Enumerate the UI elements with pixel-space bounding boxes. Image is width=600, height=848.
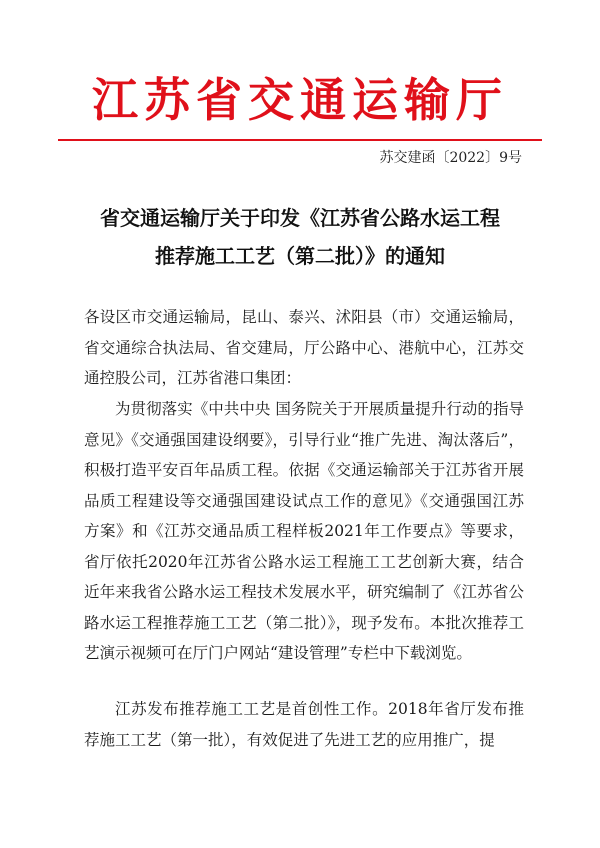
red-divider-line: [58, 139, 542, 141]
body-paragraph-1: 为贯彻落实《中共中央 国务院关于开展质量提升行动的指导意见》《交通强国建设纲要》，引导行业“推广先进、淘汰落后”，积极打造平安百年品质工程。依据《交通运输部关于江苏省开展品质工程建设等交通强国建设试点工作的意见》《交通强国江苏方案》和《江苏交通品质工程样板2021年工作要点》等要求，省厅依托2020年江苏省公路水运工程施工工艺创新大赛，结合近年来我省公路水运工程技术发展水平，研究编制了《江苏省公路水运工程推荐施工工艺（第二批）》，现予发布。本批次推荐工艺演示视频可在厅门户网站“建设管理”专栏中下载浏览。: [84, 400, 524, 662]
masthead-title: 江苏省交通运输厅: [92, 73, 508, 127]
notice-title-line-1: 省交通运输厅关于印发《江苏省公路水运工程: [100, 206, 500, 230]
body-paragraph-2: 江苏发布推荐施工工艺是首创性工作。2018年省厅发布推荐施工工艺（第一批），有效促进了先进工艺的应用推广，提: [84, 700, 524, 749]
salutation-recipients: 各设区市交通运输局，昆山、泰兴、沭阳县（市）交通运输局，省交通综合执法局、省交建局，厅公路中心、港航中心，江苏交通控股公司，江苏省港口集团：: [84, 308, 524, 387]
notice-title-line-2: 推荐施工工艺（第二批）》的通知: [155, 244, 445, 268]
document-number: 苏交建函〔2022〕9号: [379, 150, 522, 166]
